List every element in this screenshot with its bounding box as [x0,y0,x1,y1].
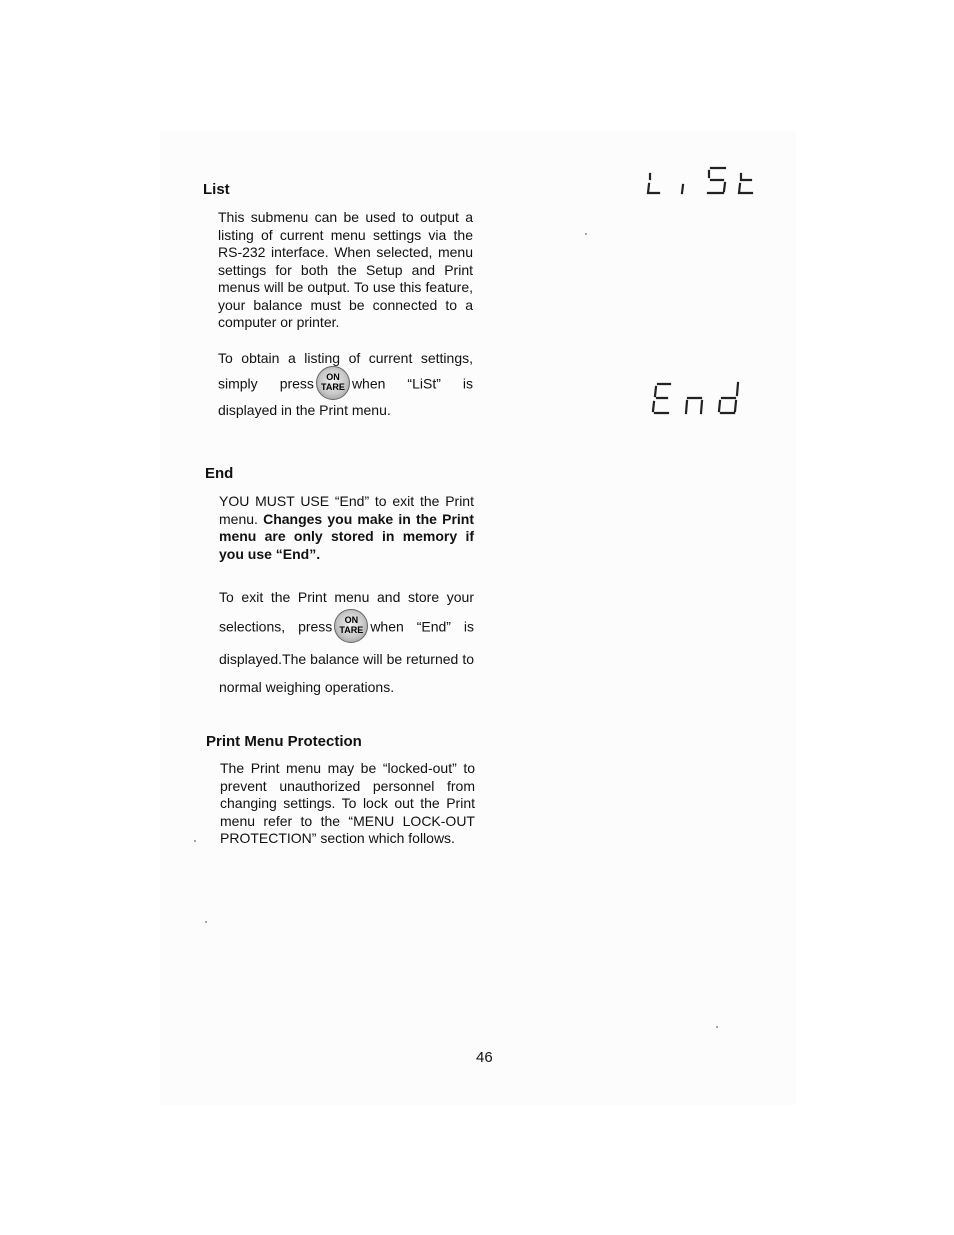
list-instruction [218,350,473,419]
lcd-segment [708,168,725,193]
lcd-segment [719,383,738,413]
protection-paragraph: The Print menu may be “locked-out” to prevent unauthorized personnel from changing settings. To lock out the Print menu refer to the “MENU LOCK-OUT PROTECTION” section which follows. [220,760,475,846]
list-heading: List [203,181,230,198]
lcd-segment [682,185,683,193]
list-instruction-text-end: when “LiSt” is displayed in the Print menu. [218,375,474,418]
end-warning-bold: Changes you make in the Print menu are only stored in memory if you use “End”. [219,510,474,562]
protection-heading: Print Menu Protection [206,733,362,750]
page-number: 46 [476,1049,493,1066]
on-tare-button-icon: ON TARE [334,609,368,643]
lcd-display-list [645,162,770,202]
scan-speck [205,921,207,923]
list-paragraph: This submenu can be used to output a listing of current menu settings via the RS-232 interface. When selected, menu settings for both the Setup and Print menus will be output. To use this feature, your balance must be connected to a computer or printer. [218,209,473,330]
end-instruction-text-end: when “End” is displayed.The balance will be returned to normal weighing operations. [219,618,474,695]
scan-speck [716,1026,718,1028]
on-tare-button-icon: ON TARE [316,366,350,400]
lcd-segment [653,384,670,413]
lcd-segment [739,174,752,193]
end-paragraph [219,493,474,563]
lcd-display-end [640,378,760,423]
scan-speck [585,233,587,235]
end-heading: End [205,465,234,482]
end-warning-text: YOU MUST USE “End” to exit the Print menu. [219,493,474,527]
scan-speck [194,840,196,842]
list-instruction-text-start: To obtain a listing of current settings, simply press [218,350,473,392]
end-instruction-text-start: To exit the Print menu and store your selections, press [219,589,474,635]
end-instruction [219,583,474,701]
lcd-segment [686,398,702,413]
lcd-segment [648,174,659,193]
